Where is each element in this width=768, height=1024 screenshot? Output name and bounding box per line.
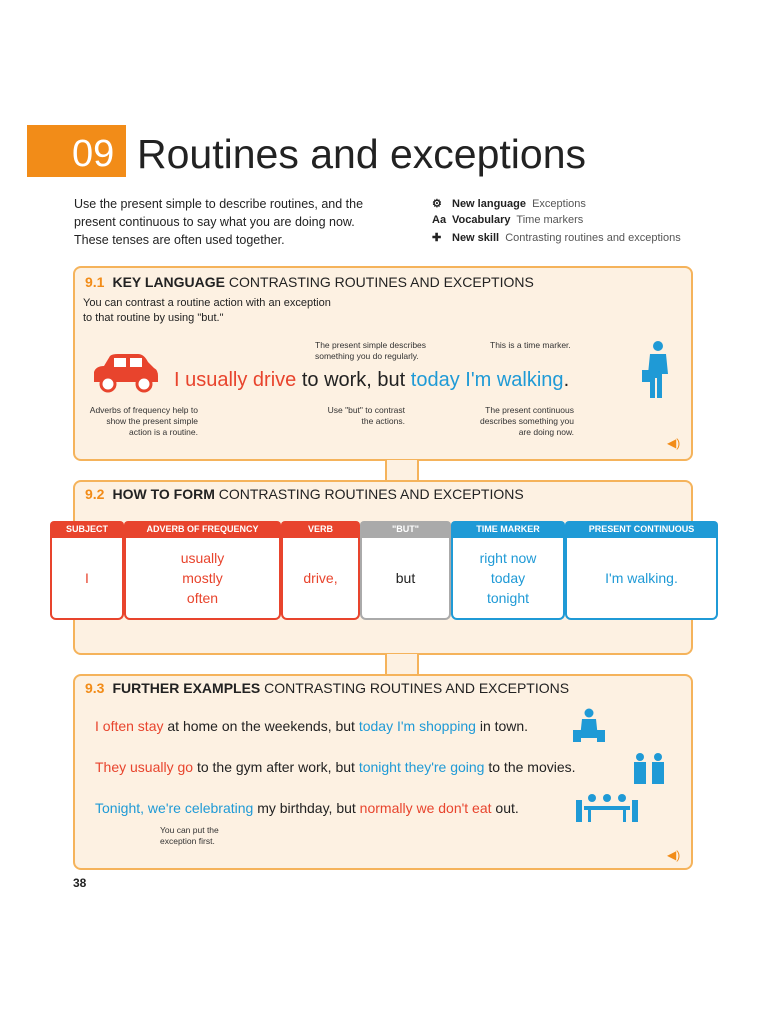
sentence-end: . [563, 369, 570, 391]
meta-new-language: ⚙ New language Exceptions [432, 198, 586, 210]
audio-icon[interactable]: ◀) [667, 848, 681, 862]
note-exception-first: You can put the exception first. [160, 825, 219, 846]
dinner-party-icon [574, 792, 640, 824]
key-sentence [174, 369, 569, 392]
note-adverbs: Adverbs of frequency help to show the present simple action is a routine. [89, 405, 198, 437]
header-adverb: ADVERB OF FREQUENCY [124, 521, 281, 538]
puzzle-icon: ✚ [432, 232, 442, 244]
sentence-middle: to work, but [296, 369, 411, 391]
page-title: Routines and exceptions [137, 131, 587, 177]
example-sentence: I often stay at home on the weekends, but today I'm shopping in town. [95, 718, 529, 734]
note-present-continuous: The present continuous describes something you are doing now. [479, 405, 574, 437]
key-language-description: You can contrast a routine action with an exception to that routine by using "but." [83, 297, 331, 324]
shopping-icon [572, 708, 606, 746]
cell-but: but [360, 538, 451, 620]
page-number: 38 [73, 876, 87, 890]
adverb-item: mostly [182, 570, 223, 586]
car-icon [88, 352, 160, 394]
time-marker-item: today [490, 570, 526, 586]
note-time-marker: This is a time marker. [490, 340, 571, 350]
header-present-continuous: PRESENT CONTINUOUS [565, 521, 718, 538]
gym-icon [630, 752, 668, 786]
section-heading: 9.1 KEY LANGUAGE CONTRASTING ROUTINES AND EXCEPTIONS [85, 274, 534, 290]
cell-present-continuous: I'm walking. [565, 538, 718, 620]
audio-icon[interactable]: ◀) [667, 436, 681, 450]
header-subject: SUBJECT [50, 521, 124, 538]
cell-verb: drive, [281, 538, 360, 620]
walking-man-icon [640, 340, 674, 400]
header-but: "BUT" [360, 521, 451, 538]
time-marker-item: right now [479, 550, 537, 566]
intro-text: Use the present simple to describe routines, and the present continuous to say what you are doing now. These tenses are often used together. [74, 197, 364, 247]
header-verb: VERB [281, 521, 360, 538]
section-heading: 9.3 FURTHER EXAMPLES CONTRASTING ROUTINES AND EXCEPTIONS [85, 680, 570, 696]
gears-icon: ⚙ [432, 198, 442, 210]
cell-time-markers [451, 538, 565, 620]
sentence-exception: today I'm walking [410, 369, 564, 391]
note-use-but: Use "but" to contrast the actions. [327, 405, 405, 426]
header-time-marker: TIME MARKER [451, 521, 565, 538]
example-sentence: Tonight, we're celebrating my birthday, but normally we don't eat out. [95, 800, 519, 816]
adverb-item: often [186, 590, 219, 606]
adverb-item: usually [180, 550, 225, 566]
note-present-simple: The present simple describes something you do regularly. [315, 340, 427, 361]
letters-icon: Aa [432, 214, 447, 226]
example-sentence: They usually go to the gym after work, but tonight they're going to the movies. [95, 759, 576, 775]
chapter-number: 09 [72, 133, 115, 175]
cell-subject: I [50, 538, 124, 620]
cell-adverbs [124, 538, 281, 620]
sentence-routine: I usually drive [174, 369, 297, 391]
meta-new-skill: ✚ New skill Contrasting routines and exceptions [432, 232, 681, 244]
meta-vocabulary: Aa Vocabulary Time markers [432, 214, 584, 226]
time-marker-item: tonight [486, 590, 530, 606]
section-heading: 9.2 HOW TO FORM CONTRASTING ROUTINES AND EXCEPTIONS [85, 486, 524, 502]
